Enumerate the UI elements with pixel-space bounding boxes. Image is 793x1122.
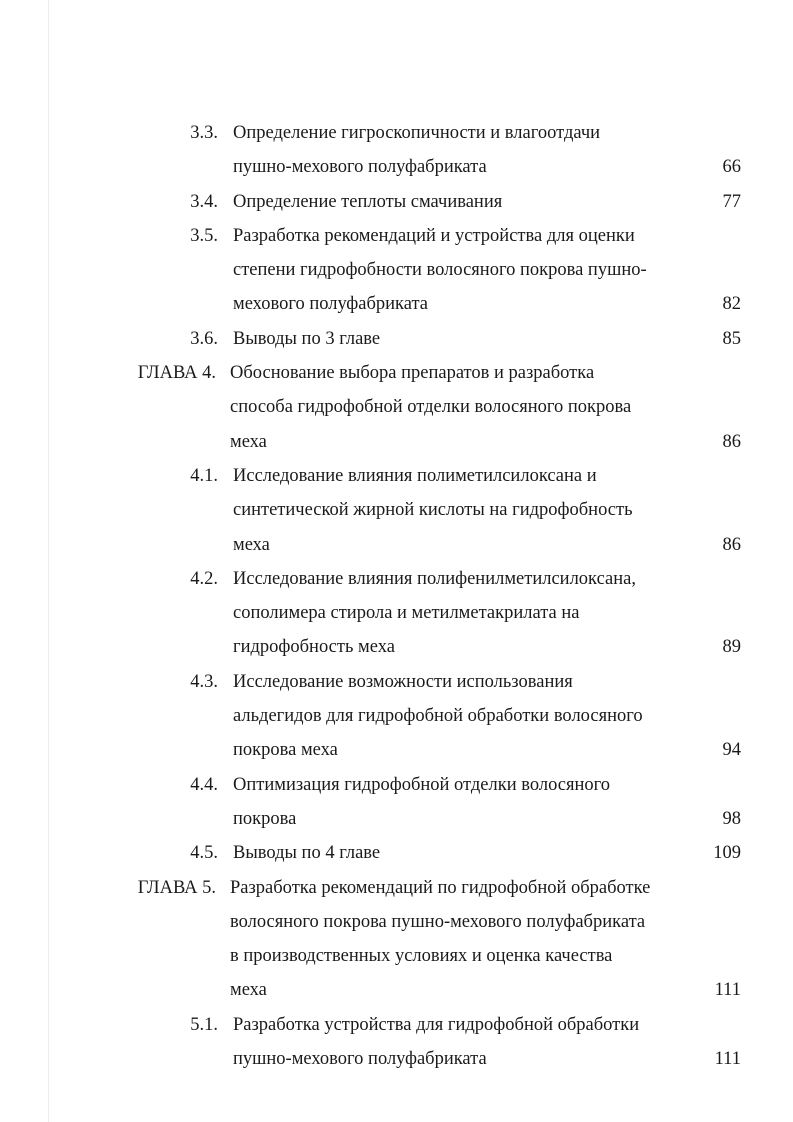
toc-entry-page-number: 82 — [722, 294, 741, 315]
toc-entry-page-number: 85 — [722, 328, 741, 349]
toc-entry-title-line: в производственных условиях и оценка качества — [230, 946, 613, 967]
toc-entry-4-1 — [0, 459, 793, 562]
toc-entry-4-5 — [0, 836, 793, 870]
toc-entry-title-line: меха — [230, 980, 267, 1001]
toc-entry-title-line: меха — [230, 431, 267, 452]
toc-entry-title-line: гидрофобность меха — [233, 637, 395, 658]
toc-entry-title-line: меха — [233, 534, 270, 555]
toc-entry-title-line: покрова меха — [233, 740, 338, 761]
toc-entry-number: 3.3. — [190, 123, 218, 143]
toc-entry-page-number: 98 — [722, 808, 741, 829]
toc-entry-title-line: Разработка устройства для гидрофобной обработки — [233, 1014, 640, 1035]
toc-chapter-number: ГЛАВА 5. — [137, 877, 216, 898]
toc-entry-3-4 — [0, 185, 793, 219]
toc-chapter-number: ГЛАВА 4. — [137, 363, 216, 384]
toc-entry-title-line: способа гидрофобной отделки волосяного покрова — [230, 397, 632, 418]
toc-entry-title-line: Определение гигроскопичности и влагоотдачи — [233, 123, 601, 143]
toc-entry-number: 4.3. — [190, 671, 218, 692]
toc-entry-title-line: Выводы по 4 главе — [233, 843, 381, 864]
toc-entry-number: 3.5. — [190, 225, 218, 246]
toc-entry-number: 4.1. — [190, 465, 218, 486]
toc-entry-page-number: 77 — [722, 191, 741, 212]
toc-entry-page-number: 111 — [714, 1049, 741, 1070]
toc-entry-title-line: Определение теплоты смачивания — [233, 191, 503, 212]
toc-entry-3-3 — [0, 116, 793, 185]
toc-entry-number: 3.4. — [190, 191, 218, 212]
toc-entry-3-6 — [0, 322, 793, 356]
toc-entry-page-number: 89 — [722, 637, 741, 658]
table-of-contents — [0, 116, 793, 1076]
toc-entry-number: 3.6. — [190, 328, 218, 349]
toc-entry-title-line: покрова — [233, 808, 297, 829]
toc-entry-5-1 — [0, 1008, 793, 1077]
toc-entry-page-number: 111 — [714, 980, 741, 1001]
toc-entry-3-5 — [0, 219, 793, 322]
toc-entry-4-3 — [0, 665, 793, 768]
toc-entry-number: 4.5. — [190, 843, 218, 864]
toc-entry-title-line: Исследование влияния полиметилсилоксана и — [233, 465, 597, 486]
toc-entry-page-number: 86 — [722, 431, 741, 452]
toc-entry-title-line: пушно-мехового полуфабриката — [233, 1049, 487, 1070]
toc-entry-title-line: степени гидрофобности волосяного покрова пушно- — [233, 260, 647, 281]
toc-entry-title-line: Обоснование выбора препаратов и разработка — [230, 363, 595, 384]
toc-entry-number: 4.4. — [190, 774, 218, 795]
toc-entry-4-4 — [0, 768, 793, 837]
toc-entry-title-line: Разработка рекомендаций по гидрофобной обработке — [230, 877, 651, 898]
toc-entry-title-line: пушно-мехового полуфабриката — [233, 157, 487, 178]
toc-chapter-5 — [0, 871, 793, 1008]
toc-entry-title-line: Исследование влияния полифенилметилсилоксана, — [233, 568, 636, 589]
toc-entry-title-line: синтетической жирной кислоты на гидрофобность — [233, 500, 633, 521]
toc-entry-number: 5.1. — [190, 1014, 218, 1035]
toc-entry-page-number: 66 — [722, 157, 741, 178]
toc-entry-4-2 — [0, 562, 793, 665]
toc-entry-page-number: 109 — [713, 843, 741, 864]
toc-entry-number: 4.2. — [190, 568, 218, 589]
toc-entry-title-line: Разработка рекомендаций и устройства для оценки — [233, 225, 635, 246]
toc-entry-title-line: Оптимизация гидрофобной отделки волосяного — [233, 774, 611, 795]
toc-entry-title-line: мехового полуфабриката — [233, 294, 428, 315]
toc-entry-title-line: волосяного покрова пушно-мехового полуфабриката — [230, 911, 646, 932]
toc-entry-title-line: альдегидов для гидрофобной обработки волосяного — [233, 706, 643, 727]
toc-entry-page-number: 94 — [722, 740, 741, 761]
toc-entry-title-line: Исследование возможности использования — [233, 671, 573, 692]
toc-entry-title-line: сополимера стирола и метилметакрилата на — [233, 603, 580, 624]
toc-entry-page-number: 86 — [722, 534, 741, 555]
toc-chapter-4 — [0, 356, 793, 459]
toc-entry-title-line: Выводы по 3 главе — [233, 328, 381, 349]
